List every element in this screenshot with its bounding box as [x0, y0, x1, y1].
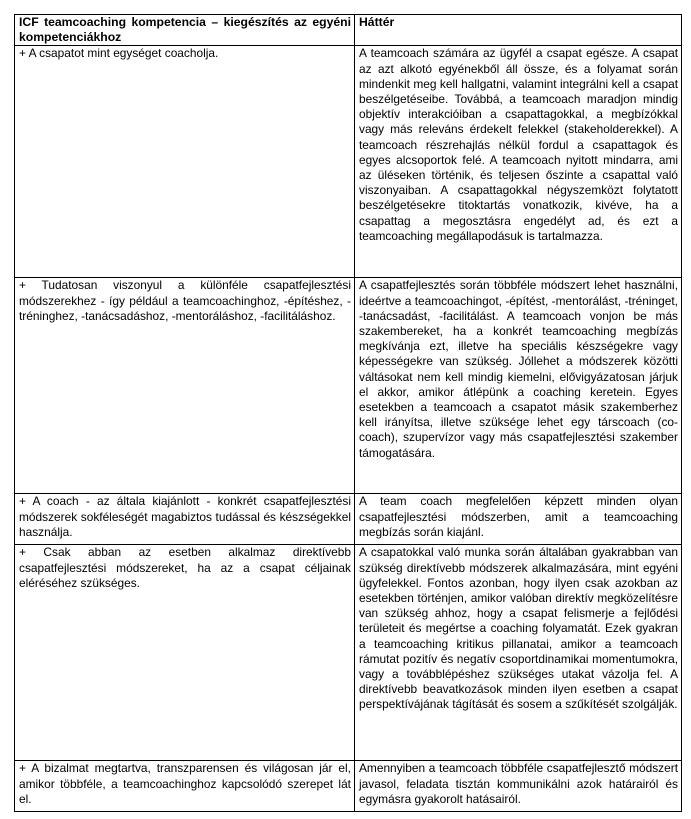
header-competency: ICF teamcoaching kompetencia – kiegészítés az egyéni kompetenciákhoz [15, 15, 355, 46]
competency-cell: + A coach - az általa kiajánlott - konkrét csapatfejlesztési módszerek sokféleségét magabiztos tudással és készségekkel használja. [15, 494, 355, 545]
table-row [15, 46, 682, 278]
table-row [15, 761, 682, 812]
background-cell: A csapatokkal való munka során általában gyakrabban van szükség direktívebb módszerek alkalmazására, mint egyéni ügyfelekkel. Fontos azonban, hogy ilyen csak azokban az esetekben történjen, amikor valóban direktív megközelítésre van szükség ahhoz, hogy a csapat felismerje a fejlődési területeit és megértse a coaching folyamatát. Ezek gyakran a teamcoaching kritikus pillanatai, amikor a teamcoach rámutat pozitív és negatív csoportdinamikai momentumokra, vagy a továbblépéshez szükséges utakat vázolja fel. A direktívebb beavatkozások minden ilyen esetben a csapat perspektívájának tágítását és sosem a szűkítését szolgálják. [355, 545, 682, 761]
table-row [15, 545, 682, 761]
table-row [15, 494, 682, 545]
background-cell: Amennyiben a teamcoach többféle csapatfejlesztő módszert javasol, feladata tisztán kommunikálni azok határairól és egymásra gyakorolt hatásairól. [355, 761, 682, 812]
competency-cell: + A csapatot mint egységet coacholja. [15, 46, 355, 278]
background-cell: A csapatfejlesztés során többféle módszert lehet használni, ideértve a teamcoachingot, -építést, -mentorálást, -tréninget, -tanácsadást, -facilitálást. A teamcoach vonjon be más szakembereket, ha a konkrét teamcoaching megbízás megkívánja ezt, illetve ha speciális készségekre vagy képességekre van szükség. Jóllehet a módszerek közötti váltásokat nem kell mindig kiemelni, elővigyázatosan járjuk el akkor, amikor átlépünk a coaching keretein. Egyes esetekben a teamcoach a csapatot másik szakemberhez kell irányítsa, illetve szüksége lehet egy társcoach (co-coach), szupervízor vagy más csapatfejlesztési szakember támogatására. [355, 278, 682, 494]
competency-table [14, 14, 682, 812]
competency-cell: + A bizalmat megtartva, transzparensen és világosan jár el, amikor többféle, a teamcoachinghoz kapcsolódó szerepet lát el. [15, 761, 355, 812]
competency-cell: + Csak abban az esetben alkalmaz direktívebb csapatfejlesztési módszereket, ha az a csapat céljainak eléréséhez szükséges. [15, 545, 355, 761]
background-cell: A teamcoach számára az ügyfél a csapat egésze. A csapat az azt alkotó egyénekből áll össze, és a folyamat során mindenkit meg kell hallgatni, valamint integrálni kell a csapat beszélgetéseibe. Továbbá, a teamcoach maradjon mindig objektív interakcióiban a csapattagokkal, a megbízókkal vagy más releváns érdekelt felekkel (stakeholderekkel). A teamcoach részrehajlás nélkül fordul a csapattagok és egyes alcsoportok felé. A teamcoach nyitott mindarra, ami az üléseken történik, és teljesen őszinte a csapattal való viszonyaiban. A csapattagokkal négyszemközt folytatott beszélgetésekre titoktartás vonatkozik, kivéve, ha a csapattag a megosztásra engedélyt ad, és ezt a teamcoaching megállapodásuk is tartalmazza. [355, 46, 682, 278]
header-background: Háttér [355, 15, 682, 46]
header-row [15, 15, 682, 46]
table-row [15, 278, 682, 494]
background-cell: A team coach megfelelően képzett minden olyan csapatfejlesztési módszerben, amit a teamcoaching megbízás során kiajánl. [355, 494, 682, 545]
competency-cell: + Tudatosan viszonyul a különféle csapatfejlesztési módszerekhez - így például a teamcoachinghoz, -építéshez, -tréninghez, -tanácsadáshoz, -mentoráláshoz, -facilitáláshoz. [15, 278, 355, 494]
